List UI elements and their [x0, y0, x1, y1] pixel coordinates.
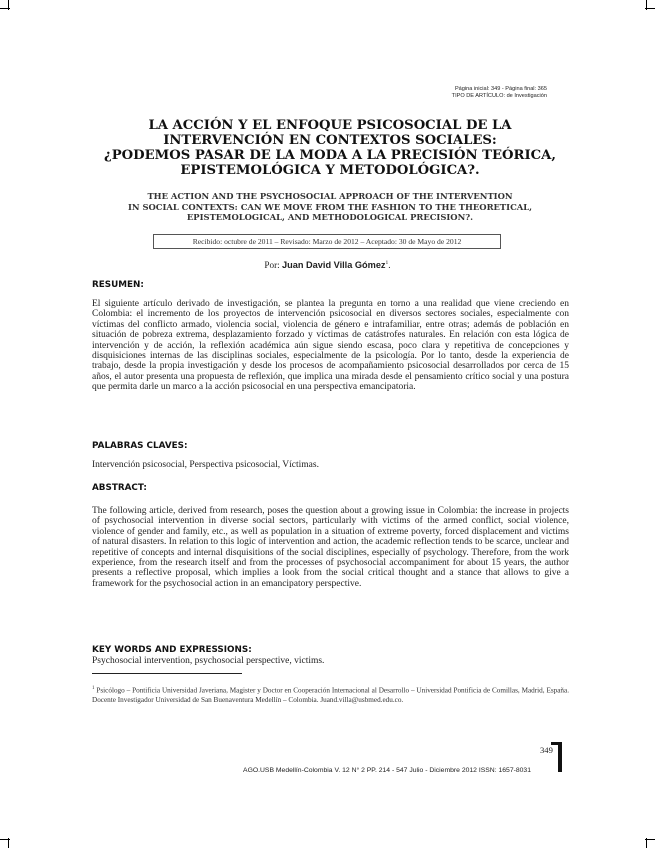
page-info	[452, 86, 547, 100]
title-line: ¿PODEMOS PASAR DE LA MODA A LA PRECISIÓN TEÓRICA,	[104, 148, 556, 163]
footnote	[92, 684, 569, 706]
page-number: 349	[540, 745, 553, 755]
crop-mark	[645, 8, 655, 9]
author-prefix: Por:	[264, 260, 280, 271]
abstract-heading: ABSTRACT:	[92, 483, 147, 493]
title-english	[95, 191, 565, 223]
footnote-mark: 1	[92, 686, 95, 691]
palabras-text: Intervención psicosocial, Perspectiva psicosocial, Víctimas.	[92, 460, 319, 470]
resumen-heading: RESUMEN:	[92, 280, 144, 290]
subtitle-line: THE ACTION AND THE PSYCHOSOCIAL APPROACH OF THE INTERVENTION	[147, 191, 513, 201]
page-marker-bar	[558, 742, 562, 772]
crop-mark	[645, 839, 655, 840]
author-name: Juan David Villa Gómez	[282, 260, 386, 271]
article-type: TIPO DE ARTÍCULO: de Investigación	[451, 93, 547, 99]
keywords-heading: KEY WORDS AND EXPRESSIONS:	[92, 645, 252, 655]
author-line: Por: Juan David Villa Gómez$^1$.	[264, 260, 391, 271]
author-footnote-mark: 1	[385, 260, 389, 266]
resumen-text: El siguiente artículo derivado de investigación, se plantea la pregunta en torno a una realidad que viene creciendo en Colombia: el incremento de los proyectos de intervención psicosocial en diversos sectores sociales, especialmente con víctimas del conflicto armado, violencia social, violencia de género e intrafamiliar, entre otras; además de población en situación de pobreza extrema, desplazamiento forzado y víctimas de catástrofes naturales. En relación con esta lógica de intervención y de acción, la reflexión académica aún sigue siendo escasa, poco clara y repetitiva de concepciones y disquisiciones internas de las disciplinas sociales, especialmente de la psicología. Por lo tanto, desde la experiencia de trabajo, desde la propia investigación y desde los procesos de acompañamiento psicosocial desarrollados por cerca de 15 años, el autor presenta una propuesta de reflexión, que implica una mirada desde el pensamiento crítico social y una postura que permita darle un marco a la acción psicosocial en una perspectiva emancipatoria.	[92, 299, 569, 393]
crop-mark	[0, 839, 10, 840]
title-line: EPISTEMOLÓGICA Y METODOLÓGICA?.	[180, 163, 480, 178]
subtitle-line: EPISTEMOLOGICAL, AND METHODOLOGICAL PRECISION?.	[186, 212, 474, 223]
keywords-text: Psychosocial intervention, psychosocial perspective, victims.	[92, 656, 325, 666]
title-spanish	[95, 118, 565, 178]
page-range: Página inicial: 349 - Página final: 365	[454, 86, 547, 92]
subtitle-line: IN SOCIAL CONTEXTS: CAN WE MOVE FROM THE FASHION TO THE THEORETICAL,	[127, 201, 533, 212]
journal-info: AGO.USB Medellín-Colombia V. 12 N° 2 PP. 214 - 547 Julio - Diciembre 2012 ISSN: 1657-8031	[243, 767, 531, 774]
footnote-rule	[92, 673, 242, 674]
dates-box: Recibido: octubre de 2011 – Revisado: Marzo de 2012 – Aceptado: 30 de Mayo de 2012	[153, 234, 501, 249]
palabras-heading: PALABRAS CLAVES:	[92, 441, 188, 451]
abstract-text: The following article, derived from research, poses the question about a growing issue in Colombia: the increase in projects of psychosocial intervention in diverse social sectors, particularly with victims of the armed conflict, social violence, violence of gender and family, etc., as well as population in a situation of extreme poverty, forced displacement and victims of natural disasters. In relation to this logic of intervention and action, the academic reflection tends to be scarce, unclear and repetitive of concepts and internal disquisitions of the social disciplines, especially of psychology. Therefore, from the work experience, from the research itself and from the processes of psychosocial accompaniment for about 15 years, the author presents a reflective proposal, which implies a look from the social critical thought and a stance that allows to give a framework for the psychosocial action in an emancipatory perspective.	[92, 506, 569, 589]
title-line: INTERVENCIÓN EN CONTEXTOS SOCIALES:	[163, 133, 497, 148]
crop-mark	[0, 8, 10, 9]
footnote-text: Psicólogo – Pontificia Universidad Javeriana, Magister y Doctor en Cooperación Internacional al Desarrollo – Universidad Pontificia de Comillas, Madrid, España. Docente Investigador Universidad de San Buenaventura Medellín – Colombia. Juand.villa@usbmed.edu.co.	[92, 686, 570, 704]
title-line: LA ACCIÓN Y EL ENFOQUE PSICOSOCIAL DE LA	[148, 118, 512, 133]
